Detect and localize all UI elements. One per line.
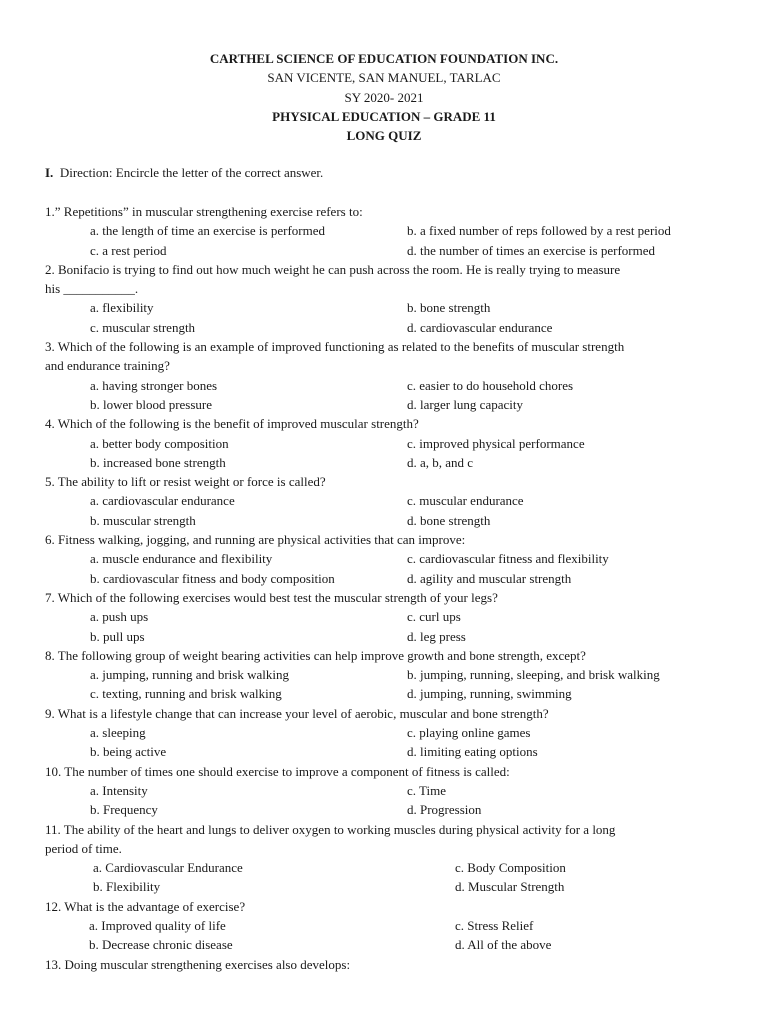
school-year: SY 2020- 2021 bbox=[344, 89, 424, 105]
question-text: his ___________. bbox=[45, 281, 139, 297]
answer-choice[interactable]: c. a rest period bbox=[90, 242, 167, 258]
question-text: 13. Doing muscular strengthening exercises also develops: bbox=[45, 956, 351, 972]
choice-row bbox=[45, 298, 745, 317]
direction-text: Direction: Encircle the letter of the correct answer. bbox=[59, 165, 324, 180]
question-text: 2. Bonifacio is trying to find out how much weight he can push across the room. He is really trying to measure bbox=[45, 261, 621, 277]
answer-choice[interactable]: a. Cardiovascular Endurance bbox=[93, 860, 243, 876]
answer-choice[interactable]: b. being active bbox=[90, 744, 167, 760]
school-address: SAN VICENTE, SAN MANUEL, TARLAC bbox=[267, 70, 501, 86]
school-name: CARTHEL SCIENCE OF EDUCATION FOUNDATION INC. bbox=[209, 51, 559, 66]
choice-row bbox=[45, 800, 745, 819]
answer-choice[interactable]: c. playing online games bbox=[407, 725, 531, 741]
choice-row bbox=[45, 569, 745, 588]
question-text: 4. Which of the following is the benefit of improved muscular strength? bbox=[45, 416, 419, 432]
answer-choice[interactable]: d. a, b, and c bbox=[407, 454, 474, 470]
answer-choice[interactable]: a. having stronger bones bbox=[90, 377, 218, 393]
question-text: period of time. bbox=[45, 840, 122, 856]
question-item bbox=[45, 762, 745, 820]
answer-choice[interactable]: a. push ups bbox=[90, 609, 149, 625]
answer-choice[interactable]: b. cardiovascular fitness and body composition bbox=[90, 570, 335, 586]
choice-row bbox=[45, 241, 745, 260]
choice-row bbox=[45, 453, 745, 472]
question-item bbox=[45, 704, 745, 762]
answer-choice[interactable]: c. Time bbox=[407, 782, 447, 798]
answer-choice[interactable]: b. pull ups bbox=[90, 628, 145, 644]
answer-choice[interactable]: c. improved physical performance bbox=[407, 435, 585, 451]
answer-choice[interactable]: a. jumping, running and brisk walking bbox=[90, 667, 289, 683]
answer-choice[interactable]: a. the length of time an exercise is performed bbox=[90, 223, 325, 239]
answer-choice[interactable]: c. curl ups bbox=[407, 609, 461, 625]
answer-choice[interactable]: a. sleeping bbox=[90, 725, 146, 741]
choice-row bbox=[45, 607, 745, 626]
choice-row bbox=[45, 627, 745, 646]
choice-row bbox=[45, 491, 745, 510]
answer-choice[interactable]: b. Frequency bbox=[90, 802, 158, 818]
choice-row bbox=[45, 877, 745, 896]
answer-choice[interactable]: c. easier to do household chores bbox=[407, 377, 574, 393]
direction-line bbox=[45, 163, 323, 182]
answer-choice[interactable]: a. muscle endurance and flexibility bbox=[90, 551, 273, 567]
choice-row bbox=[45, 376, 745, 395]
answer-choice[interactable]: d. the number of times an exercise is performed bbox=[407, 242, 655, 258]
choice-row bbox=[45, 858, 745, 877]
answer-choice[interactable]: d. Progression bbox=[407, 802, 482, 818]
answer-choice[interactable]: d. agility and muscular strength bbox=[407, 570, 572, 586]
answer-choice[interactable]: a. better body composition bbox=[90, 435, 229, 451]
choice-row bbox=[45, 781, 745, 800]
answer-choice[interactable]: d. All of the above bbox=[455, 937, 552, 953]
answer-choice[interactable]: b. muscular strength bbox=[90, 512, 196, 528]
question-text: 3. Which of the following is an example of improved functioning as related to the benefits of muscular strength bbox=[45, 339, 625, 355]
question-item bbox=[45, 897, 745, 955]
answer-choice[interactable]: a. flexibility bbox=[90, 300, 154, 316]
choice-row bbox=[45, 221, 745, 240]
question-text: 5. The ability to lift or resist weight or force is called? bbox=[45, 474, 326, 490]
choice-row bbox=[45, 665, 745, 684]
choice-row bbox=[45, 395, 745, 414]
question-item bbox=[45, 820, 745, 897]
answer-choice[interactable]: d. bone strength bbox=[407, 512, 491, 528]
question-text: 11. The ability of the heart and lungs to deliver oxygen to working muscles during physical activity for a long bbox=[45, 821, 616, 837]
question-item bbox=[45, 337, 745, 414]
question-item bbox=[45, 414, 745, 472]
answer-choice[interactable]: b. increased bone strength bbox=[90, 454, 226, 470]
answer-choice[interactable]: d. Muscular Strength bbox=[455, 879, 565, 895]
question-text: 10. The number of times one should exercise to improve a component of fitness is called: bbox=[45, 763, 510, 779]
question-text: 8. The following group of weight bearing activities can help improve growth and bone strength, except? bbox=[45, 647, 586, 663]
answer-choice[interactable]: d. leg press bbox=[407, 628, 466, 644]
question-item bbox=[45, 260, 745, 337]
answer-choice[interactable]: a. Intensity bbox=[90, 782, 148, 798]
choice-row bbox=[45, 916, 745, 935]
choice-row bbox=[45, 742, 745, 761]
answer-choice[interactable]: c. muscular endurance bbox=[407, 493, 524, 509]
answer-choice[interactable]: c. cardiovascular fitness and flexibility bbox=[407, 551, 609, 567]
question-text: 1.” Repetitions” in muscular strengthening exercise refers to: bbox=[45, 204, 363, 219]
question-item bbox=[45, 955, 745, 974]
answer-choice[interactable]: d. limiting eating options bbox=[407, 744, 538, 760]
answer-choice[interactable]: b. Flexibility bbox=[93, 879, 161, 895]
question-text: 6. Fitness walking, jogging, and running are physical activities that can improve: bbox=[45, 532, 466, 548]
answer-choice[interactable]: d. larger lung capacity bbox=[407, 396, 523, 412]
choice-row bbox=[45, 434, 745, 453]
answer-choice[interactable]: a. cardiovascular endurance bbox=[90, 493, 235, 509]
document-header bbox=[0, 49, 768, 145]
answer-choice[interactable]: d. cardiovascular endurance bbox=[407, 319, 553, 335]
answer-choice[interactable]: b. bone strength bbox=[407, 300, 491, 316]
section-number: I. bbox=[45, 165, 54, 180]
question-list bbox=[45, 202, 745, 974]
question-item bbox=[45, 472, 745, 530]
question-item bbox=[45, 588, 745, 646]
choice-row bbox=[45, 549, 745, 568]
question-text: 12. What is the advantage of exercise? bbox=[45, 898, 246, 914]
quiz-title: LONG QUIZ bbox=[346, 128, 422, 144]
question-text: and endurance training? bbox=[45, 358, 170, 374]
answer-choice[interactable]: a. Improved quality of life bbox=[89, 917, 226, 933]
answer-choice[interactable]: c. Stress Relief bbox=[455, 917, 534, 933]
subject-title: PHYSICAL EDUCATION – GRADE 11 bbox=[272, 108, 496, 124]
choice-row bbox=[45, 935, 745, 954]
answer-choice[interactable]: c. texting, running and brisk walking bbox=[90, 686, 282, 702]
answer-choice[interactable]: c. muscular strength bbox=[90, 319, 196, 335]
choice-row bbox=[45, 723, 745, 742]
answer-choice[interactable]: c. Body Composition bbox=[455, 860, 566, 876]
answer-choice[interactable]: d. jumping, running, swimming bbox=[407, 686, 572, 702]
question-item bbox=[45, 202, 745, 260]
question-item bbox=[45, 646, 745, 704]
question-text: 7. Which of the following exercises would best test the muscular strength of your legs? bbox=[45, 589, 498, 605]
answer-choice[interactable]: b. Decrease chronic disease bbox=[89, 937, 233, 953]
question-item bbox=[45, 530, 745, 588]
question-text: 9. What is a lifestyle change that can increase your level of aerobic, muscular and bone strength? bbox=[45, 705, 549, 721]
choice-row bbox=[45, 318, 745, 337]
answer-choice[interactable]: b. jumping, running, sleeping, and brisk walking bbox=[407, 667, 660, 683]
choice-row bbox=[45, 684, 745, 703]
answer-choice[interactable]: b. lower blood pressure bbox=[90, 396, 213, 412]
answer-choice[interactable]: b. a fixed number of reps followed by a rest period bbox=[407, 223, 671, 239]
choice-row bbox=[45, 511, 745, 530]
